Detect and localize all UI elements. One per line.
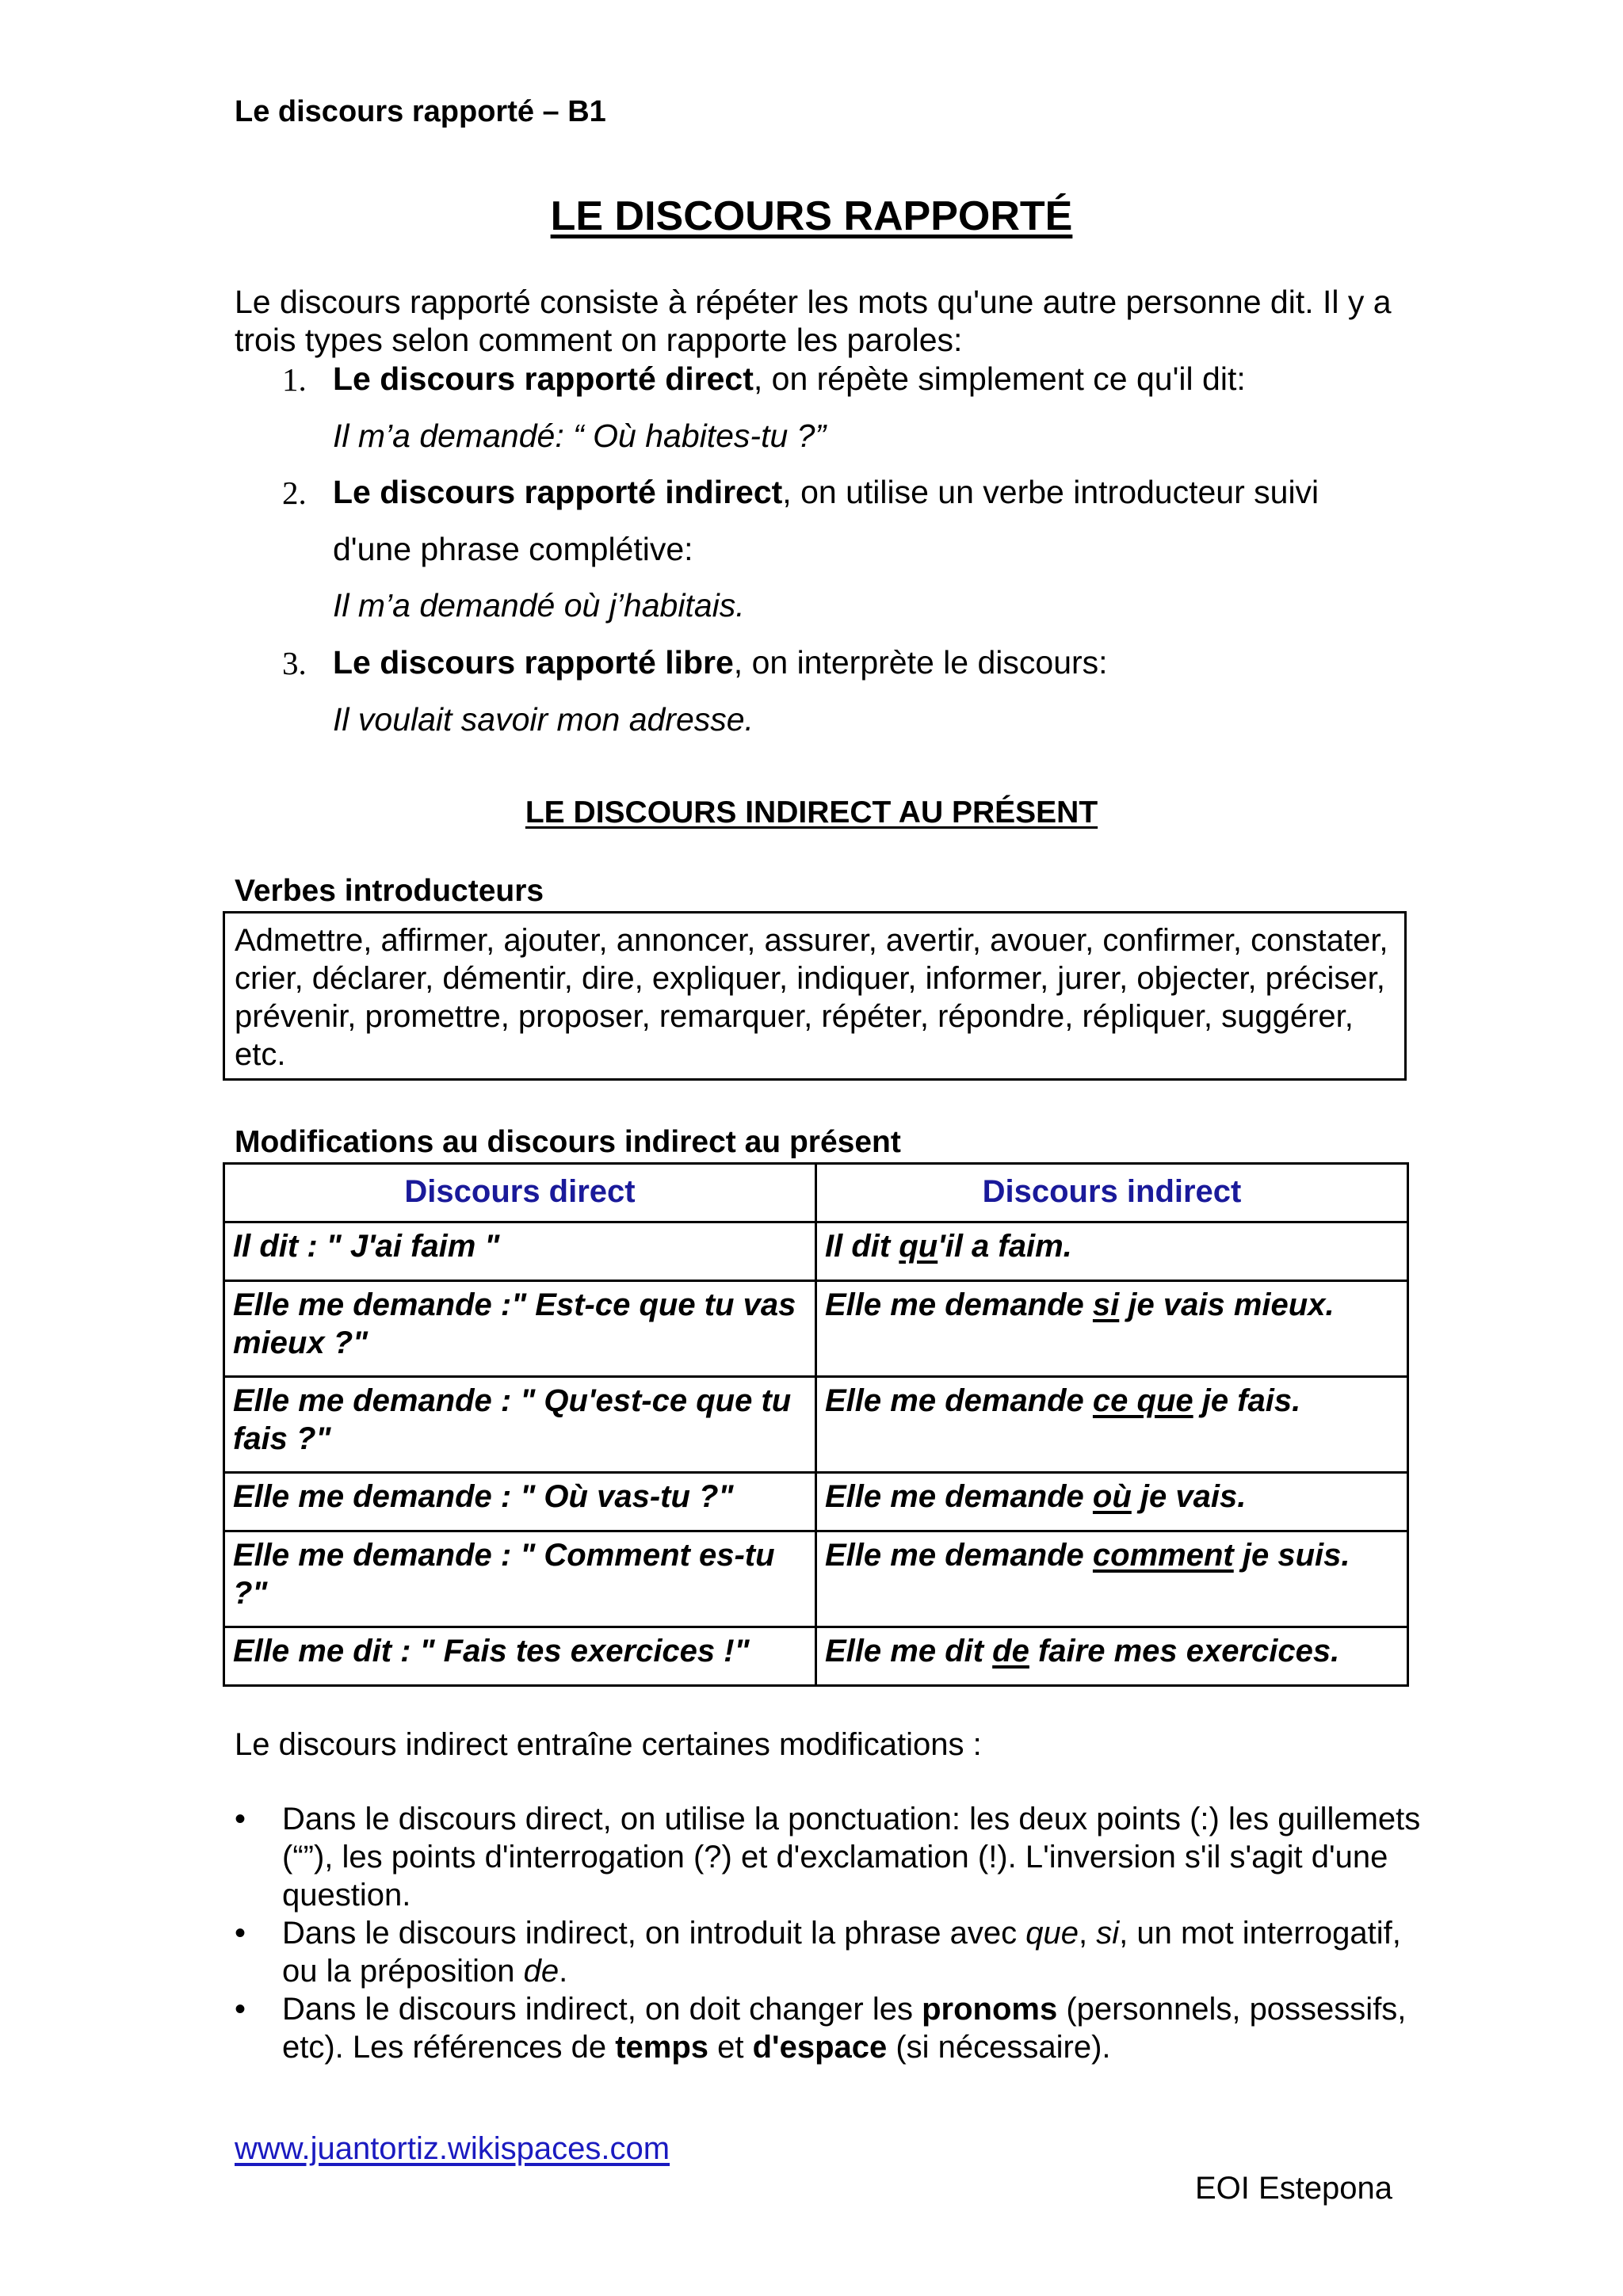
connector-word: comment bbox=[1092, 1538, 1234, 1573]
type-indirect-desc: , on utilise un verbe introducteur suivi bbox=[782, 474, 1319, 510]
connector-word: ce que bbox=[1092, 1383, 1193, 1418]
col-header-indirect: Discours indirect bbox=[816, 1164, 1408, 1222]
cell-direct: Elle me demande :" Est-ce que tu vas mieux ?" bbox=[224, 1281, 816, 1377]
intro-paragraph: Le discours rapporté consiste à répéter les mots qu'une autre personne dit. Il y a trois types selon comment on rapporte les paroles: bbox=[235, 284, 1392, 358]
cell-indirect bbox=[816, 1531, 1408, 1627]
cell-text: Elle me demande bbox=[825, 1287, 1093, 1322]
cell-text: faire mes exercices. bbox=[1029, 1634, 1340, 1669]
cell-text: je fais. bbox=[1193, 1383, 1301, 1418]
type-indirect-label: Le discours rapporté indirect bbox=[333, 474, 783, 510]
table-row bbox=[224, 1377, 1408, 1473]
connector-word: de bbox=[992, 1634, 1029, 1669]
bullet-text: , un mot interrogatif, ou la préposition bbox=[282, 1916, 1401, 1989]
modifications-heading: Modifications au discours indirect au présent bbox=[235, 1125, 901, 1159]
table-row bbox=[224, 1222, 1408, 1281]
type-libre-line bbox=[333, 644, 1108, 681]
modifications-intro: Le discours indirect entraîne certaines modifications : bbox=[235, 1727, 982, 1762]
website-link[interactable]: www.juantortiz.wikispaces.com bbox=[235, 2131, 670, 2166]
emphasis-si: si bbox=[1096, 1916, 1120, 1951]
table-header-row bbox=[224, 1164, 1408, 1222]
verbes-heading: Verbes introducteurs bbox=[235, 874, 544, 908]
bullet-text: Dans le discours indirect, on doit changer les bbox=[282, 1992, 922, 2027]
emphasis-que: que bbox=[1025, 1916, 1079, 1951]
bullet-text: . bbox=[559, 1954, 568, 1989]
cell-text: Elle me dit bbox=[825, 1634, 993, 1669]
cell-text: Elle me demande bbox=[825, 1479, 1093, 1514]
bullet-icon: • bbox=[235, 1802, 246, 1836]
connector-word: qu bbox=[899, 1229, 938, 1264]
bullet-icon: • bbox=[235, 1992, 246, 2027]
connector-word: où bbox=[1092, 1479, 1132, 1514]
emphasis-de: de bbox=[523, 1954, 559, 1989]
page-title: LE DISCOURS RAPPORTÉ bbox=[550, 193, 1073, 239]
col-header-direct: Discours direct bbox=[224, 1164, 816, 1222]
type-direct-line bbox=[333, 360, 1246, 398]
cell-text: Il dit bbox=[825, 1229, 899, 1264]
list-item bbox=[235, 1800, 1423, 1914]
cell-text: Elle me demande bbox=[825, 1383, 1093, 1418]
table-row bbox=[224, 1531, 1408, 1627]
table-row bbox=[224, 1281, 1408, 1377]
bullet-text: Dans le discours direct, on utilise la ponctuation: les deux points (:) les guillemets (“”), les points d'interrogation (?) et d'exclamation (!). L'inversion s'il s'agit d'une question. bbox=[282, 1802, 1421, 1913]
cell-text: 'il a faim. bbox=[938, 1229, 1072, 1264]
modifications-list bbox=[235, 1800, 1423, 2066]
bullet-text: , bbox=[1079, 1916, 1097, 1951]
bullet-text: (personnels, possessifs, etc). Les références de bbox=[282, 1992, 1407, 2065]
type-indirect-line bbox=[333, 474, 1319, 511]
list-number-2: 2. bbox=[282, 475, 307, 511]
type-libre-desc: , on interprète le discours: bbox=[733, 644, 1108, 681]
list-number-1: 1. bbox=[282, 361, 307, 398]
cell-text: Elle me demande bbox=[825, 1538, 1093, 1573]
type-libre-example: Il voulait savoir mon adresse. bbox=[333, 701, 754, 738]
list-item bbox=[235, 1914, 1423, 1990]
cell-indirect bbox=[816, 1222, 1408, 1281]
cell-text: je vais mieux. bbox=[1119, 1287, 1335, 1322]
footer-school: EOI Estepona bbox=[1195, 2171, 1393, 2206]
section-subtitle: LE DISCOURS INDIRECT AU PRÉSENT bbox=[525, 795, 1098, 830]
connector-word: si bbox=[1092, 1287, 1120, 1322]
list-number-3: 3. bbox=[282, 645, 307, 681]
emphasis-espace: d'espace bbox=[752, 2030, 888, 2065]
bullet-text: Dans le discours indirect, on introduit la phrase avec bbox=[282, 1916, 1026, 1951]
cell-indirect bbox=[816, 1473, 1408, 1531]
list-item bbox=[235, 1990, 1423, 2066]
cell-direct: Elle me demande : " Où vas-tu ?" bbox=[224, 1473, 816, 1531]
type-direct-example: Il m’a demandé: “ Où habites-tu ?” bbox=[333, 418, 827, 454]
bullet-text: et bbox=[708, 2030, 753, 2065]
cell-direct: Elle me dit : " Fais tes exercices !" bbox=[224, 1627, 816, 1686]
cell-indirect bbox=[816, 1377, 1408, 1473]
bullet-text: (si nécessaire). bbox=[887, 2030, 1111, 2065]
cell-text: je vais. bbox=[1131, 1479, 1247, 1514]
modifications-table bbox=[223, 1162, 1409, 1687]
document-header: Le discours rapporté – B1 bbox=[235, 95, 606, 128]
type-indirect-example: Il m’a demandé où j’habitais. bbox=[333, 587, 745, 624]
cell-direct: Il dit : " J'ai faim " bbox=[224, 1222, 816, 1281]
table-row bbox=[224, 1473, 1408, 1531]
table-row bbox=[224, 1627, 1408, 1686]
emphasis-temps: temps bbox=[615, 2030, 709, 2065]
cell-direct: Elle me demande : " Comment es-tu ?" bbox=[224, 1531, 816, 1627]
cell-text: je suis. bbox=[1233, 1538, 1350, 1573]
type-libre-label: Le discours rapporté libre bbox=[333, 644, 734, 681]
verbes-box: Admettre, affirmer, ajouter, annoncer, assurer, avertir, avouer, confirmer, constater, crier, déclarer, démentir, dire, expliquer, indiquer, informer, jurer, objecter, préciser, prévenir, promettre, proposer, remarquer, répéter, répondre, répliquer, suggérer, etc. bbox=[223, 911, 1407, 1081]
cell-indirect bbox=[816, 1281, 1408, 1377]
cell-indirect bbox=[816, 1627, 1408, 1686]
cell-direct: Elle me demande : " Qu'est-ce que tu fais ?" bbox=[224, 1377, 816, 1473]
type-direct-desc: , on répète simplement ce qu'il dit: bbox=[753, 360, 1246, 397]
bullet-icon: • bbox=[235, 1916, 246, 1951]
type-indirect-desc-cont: d'une phrase complétive: bbox=[333, 531, 693, 567]
type-direct-label: Le discours rapporté direct bbox=[333, 360, 754, 397]
emphasis-pronoms: pronoms bbox=[922, 1992, 1058, 2027]
